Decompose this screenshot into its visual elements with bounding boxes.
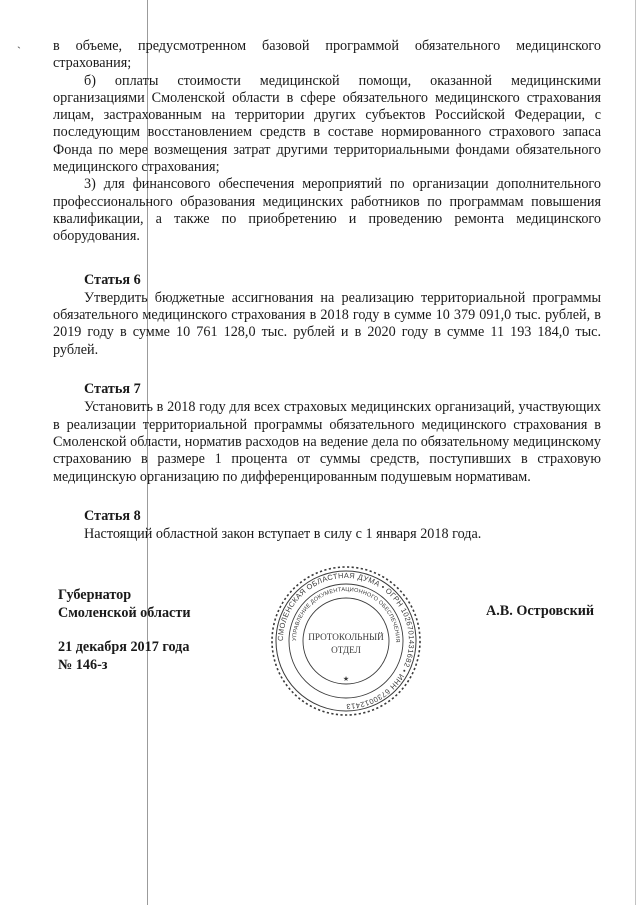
article-title: Статья 8 xyxy=(84,507,141,524)
stamp-center-line2: ОТДЕЛ xyxy=(331,645,361,655)
article-text: Настоящий областной закон вступает в силу с 1 января 2018 года. xyxy=(84,526,482,543)
scan-edge-line xyxy=(635,0,636,905)
law-date: 21 декабря 2017 года xyxy=(58,639,190,655)
article-text: Установить в 2018 году для всех страховых медицинских организаций, участвующих в реализации территориальной программы обязательного медицинского страхования в Смоленской области, норматив расходов на ведение дела по обязательному медицинскому страхованию в размере 1 процента от суммы средств, поступивших в страховую медицинскую организацию по дифференцированным подушевым нормативам. xyxy=(53,399,601,485)
stamp-outer-text: СМОЛЕНСКАЯ ОБЛАСТНАЯ ДУМА • ОГРН 1026701431682 • ИНН 6730012413 xyxy=(275,570,417,712)
article-8 xyxy=(53,508,601,544)
signature-block xyxy=(58,587,191,674)
document-body xyxy=(53,38,601,543)
signer-name: А.В. Островский xyxy=(486,603,595,619)
stamp-center-line1: ПРОТОКОЛЬНЫЙ xyxy=(308,632,384,642)
law-number: № 146-з xyxy=(58,656,108,673)
article-text: Утвердить бюджетные ассигнования на реализацию территориальной программы обязательного медицинского страхования в 2018 году в сумме 10 379 091,0 тыс. рублей, в 2019 году в сумме 10 761 128,0 тыс. рублей и в 2020 году в сумме 11 193 184,0 тыс. рублей. xyxy=(53,289,601,358)
page-mark: ` xyxy=(17,44,21,58)
article-title: Статья 6 xyxy=(84,271,141,288)
signatory-position: Губернатор xyxy=(58,587,132,603)
paragraph-item-b: б) оплаты стоимости медицинской помощи, оказанной медицинскими организациями Смоленской области в сфере обязательного медицинского страхования лицам, застрахованным на территории других субъектов Российской Федерации, с последующим восстановлением средств в составе нормированного страхового запаса Фонда по мере возмещения затрат другими территориальными фондами обязательного медицинского страхования; xyxy=(53,72,601,176)
article-6 xyxy=(53,272,601,359)
official-stamp xyxy=(270,565,422,717)
signatory-region: Смоленской области xyxy=(58,604,191,621)
stamp-inner-text: УПРАВЛЕНИЕ ДОКУМЕНТАЦИОННОГО ОБЕСПЕЧЕНИЯ xyxy=(291,586,401,643)
paragraph-continuation: в объеме, предусмотренном базовой программой обязательного медицинского страхования; xyxy=(53,38,601,72)
star-icon: ★ xyxy=(342,675,350,683)
article-title: Статья 7 xyxy=(84,381,141,398)
article-7 xyxy=(53,381,601,486)
paragraph-item-3: 3) для финансового обеспечения мероприятий по организации дополнительного профессионального образования медицинских работников по программам повышения квалификации, а также по приобретению и проведению ремонта медицинского оборудования. xyxy=(53,176,601,245)
